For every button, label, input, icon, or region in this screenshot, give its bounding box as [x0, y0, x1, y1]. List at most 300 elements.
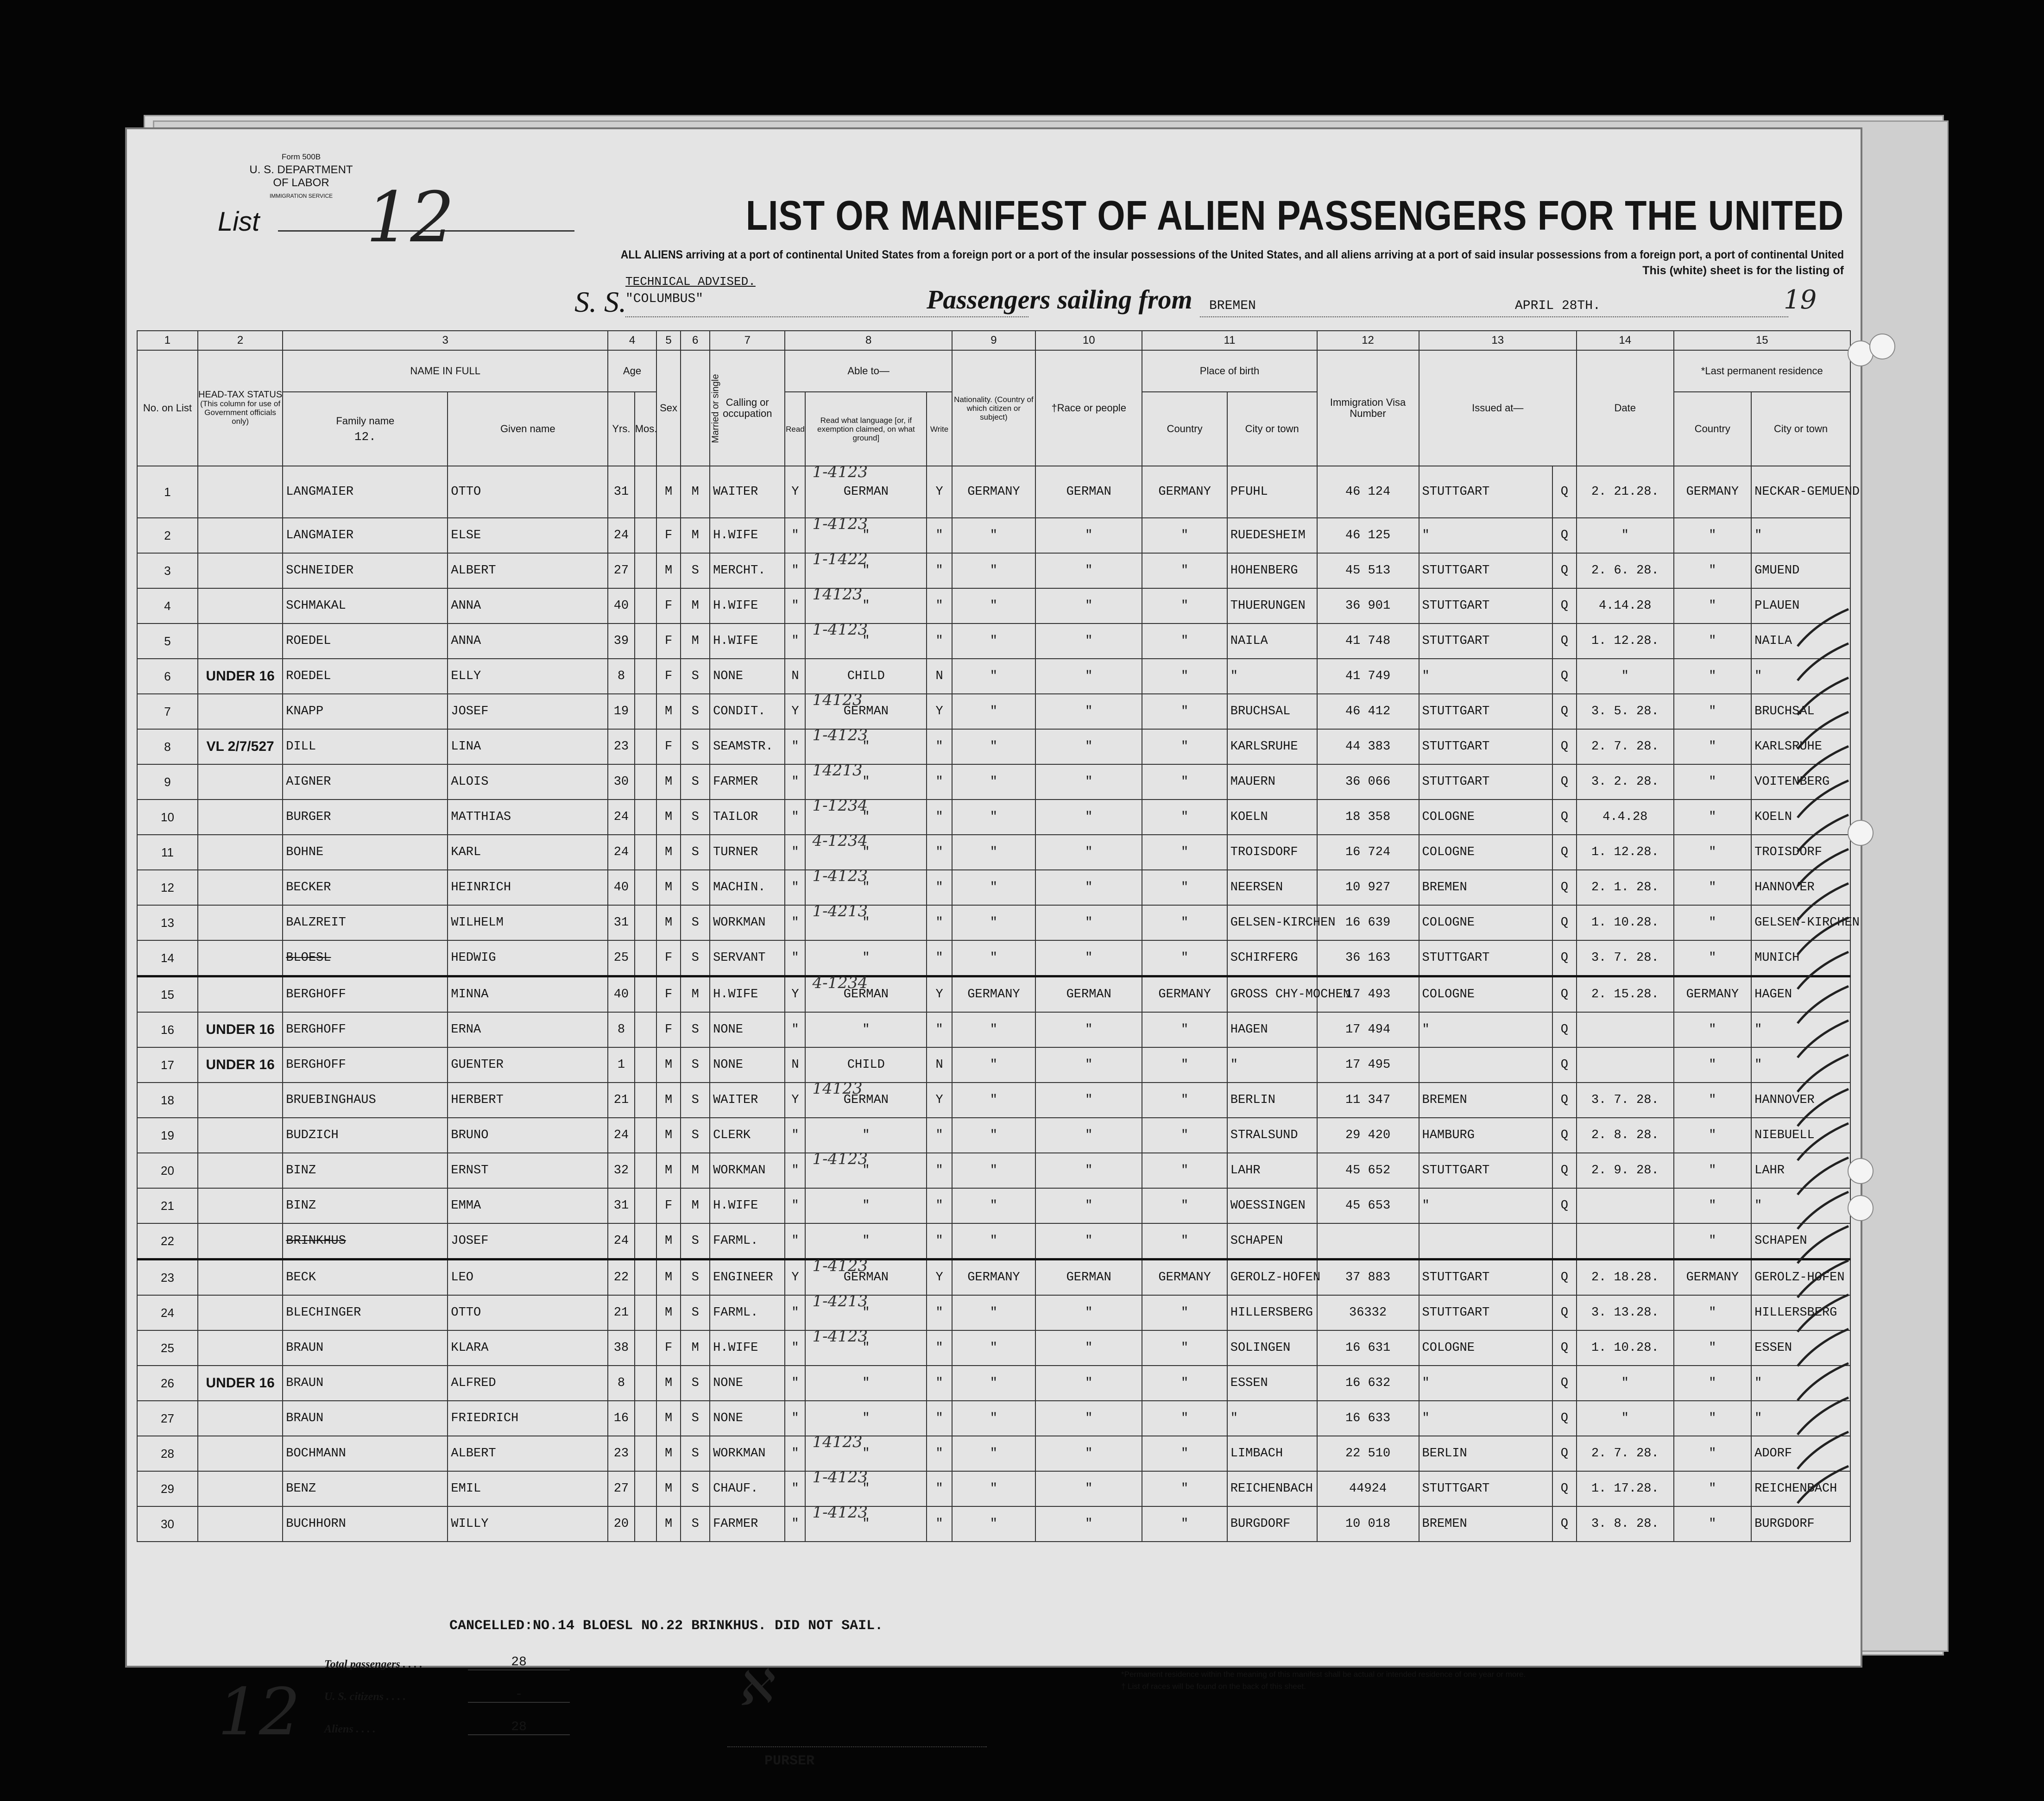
col-number: 12 — [1317, 331, 1419, 350]
head-tax-status — [198, 870, 283, 905]
nationality: " — [952, 905, 1035, 940]
birth-city: KOELN — [1227, 800, 1317, 835]
table-row — [137, 764, 1850, 800]
birth-city: GELSEN-KIRCHEN — [1227, 905, 1317, 940]
can-write: " — [927, 940, 952, 976]
given-name: EMIL — [448, 1471, 608, 1506]
sailing-underline — [1200, 316, 1788, 317]
residence-city: TROISDORF — [1751, 835, 1850, 870]
quota-mark: Q — [1552, 905, 1577, 940]
occupation: MERCHT. — [710, 553, 785, 588]
birth-country: GERMANY — [1142, 1259, 1227, 1296]
age-months — [635, 800, 656, 835]
table-row — [137, 694, 1850, 729]
sex: M — [656, 694, 681, 729]
sex: M — [656, 1153, 681, 1188]
birth-city: LAHR — [1227, 1153, 1317, 1188]
check-mark — [1798, 1432, 1848, 1469]
check-mark — [1798, 918, 1848, 955]
residence-city: VOITENBERG — [1751, 764, 1850, 800]
check-mark — [1798, 643, 1848, 680]
residence-country: " — [1674, 835, 1752, 870]
age-months — [635, 976, 656, 1013]
row-number: 28 — [137, 1436, 198, 1471]
visa-number: 11 347 — [1317, 1083, 1419, 1118]
read-language: " — [805, 1012, 927, 1047]
handwritten-note: 1-1234 — [812, 796, 868, 815]
birth-country: " — [1142, 1118, 1227, 1153]
residence-country: GERMANY — [1674, 976, 1752, 1013]
table-row — [137, 1118, 1850, 1153]
read-language: GERMAN 1-4123 — [805, 466, 927, 518]
family-name: BERGHOFF — [283, 976, 448, 1013]
marital-status: S — [681, 659, 710, 694]
aliens-value: 28 — [468, 1720, 570, 1735]
table-row — [137, 1436, 1850, 1471]
visa-date: 4.4.28 — [1577, 800, 1674, 835]
table-row — [137, 659, 1850, 694]
head-tax-status — [198, 1506, 283, 1542]
read-language: " — [805, 940, 927, 976]
birth-country: " — [1142, 905, 1227, 940]
nationality: " — [952, 1330, 1035, 1366]
passenger-rows — [137, 463, 1860, 1542]
birth-city: BURGDORF — [1227, 1506, 1317, 1542]
head-tax-status — [198, 764, 283, 800]
birth-city: MAUERN — [1227, 764, 1317, 800]
sex: M — [656, 764, 681, 800]
residence-country: " — [1674, 1295, 1752, 1330]
family-name: BRUEBINGHAUS — [283, 1083, 448, 1118]
birth-country: " — [1142, 764, 1227, 800]
marital-status: S — [681, 694, 710, 729]
marital-status: S — [681, 1047, 710, 1083]
header-read-language: Read what language [or, if exemption claimed, on what ground] — [805, 392, 927, 466]
read-language: " 14123 — [805, 588, 927, 623]
visa-number: 45 652 — [1317, 1153, 1419, 1188]
footnote-residence: *Permanent residence within the meaning of this manifest shall be actual or intended residence of one year or more. — [1121, 1670, 1526, 1679]
check-mark — [1798, 849, 1848, 886]
age-years: 31 — [608, 466, 635, 518]
residence-city: ADORF — [1751, 1436, 1850, 1471]
col-number: 10 — [1035, 331, 1142, 350]
head-tax-status — [198, 1188, 283, 1223]
family-name: BLOESL — [283, 940, 448, 976]
can-read: " — [785, 1401, 805, 1436]
residence-city: " — [1751, 1012, 1850, 1047]
nationality: " — [952, 1401, 1035, 1436]
sex: M — [656, 800, 681, 835]
residence-city: MUNICH — [1751, 940, 1850, 976]
sex: M — [656, 553, 681, 588]
birth-city: WOESSINGEN — [1227, 1188, 1317, 1223]
nationality: " — [952, 1012, 1035, 1047]
quota-mark: Q — [1552, 1330, 1577, 1366]
head-tax-status — [198, 1083, 283, 1118]
given-name: FRIEDRICH — [448, 1401, 608, 1436]
given-name: HEINRICH — [448, 870, 608, 905]
can-write: " — [927, 1118, 952, 1153]
marital-status: S — [681, 905, 710, 940]
issued-at: BREMEN — [1419, 870, 1552, 905]
race: " — [1035, 1366, 1142, 1401]
quota-mark: Q — [1552, 1401, 1577, 1436]
age-months — [635, 1047, 656, 1083]
issued-at: COLOGNE — [1419, 905, 1552, 940]
header-married — [681, 350, 721, 466]
visa-date: 2. 7. 28. — [1577, 1436, 1674, 1471]
birth-city: GROSS CHY-MOCHEN — [1227, 976, 1317, 1013]
sex: M — [656, 1366, 681, 1401]
table-row — [137, 1471, 1850, 1506]
occupation: SERVANT — [710, 940, 785, 976]
age-years: 27 — [608, 1471, 635, 1506]
given-name: ELLY — [448, 659, 608, 694]
family-name: BURGER — [283, 800, 448, 835]
given-name: ERNA — [448, 1012, 608, 1047]
visa-date: 1. 10.28. — [1577, 1330, 1674, 1366]
residence-city: LAHR — [1751, 1153, 1850, 1188]
head-tax-title: HEAD-TAX STATUS — [198, 390, 283, 400]
residence-country: " — [1674, 1436, 1752, 1471]
race: " — [1035, 940, 1142, 976]
age-months — [635, 1223, 656, 1259]
given-name: OTTO — [448, 466, 608, 518]
race: " — [1035, 553, 1142, 588]
residence-country: " — [1674, 588, 1752, 623]
residence-city: " — [1751, 1366, 1850, 1401]
visa-number: 17 494 — [1317, 1012, 1419, 1047]
nationality: " — [952, 1083, 1035, 1118]
age-years: 38 — [608, 1330, 635, 1366]
read-language: GERMAN 4-1234 — [805, 976, 927, 1013]
age-years: 21 — [608, 1083, 635, 1118]
nationality: " — [952, 1506, 1035, 1542]
marital-status: M — [681, 1153, 710, 1188]
list-number: 12 — [366, 177, 454, 258]
check-mark — [1798, 712, 1848, 749]
quota-mark: Q — [1552, 729, 1577, 764]
issued-at: STUTTGART — [1419, 466, 1552, 518]
table-row — [137, 835, 1850, 870]
head-tax-status — [198, 1223, 283, 1259]
marital-status: S — [681, 1436, 710, 1471]
occupation: ENGINEER — [710, 1259, 785, 1296]
read-language: " — [805, 1188, 927, 1223]
read-language: GERMAN 14123 — [805, 694, 927, 729]
marital-status: M — [681, 976, 710, 1013]
given-name: ALOIS — [448, 764, 608, 800]
head-tax-status — [198, 1118, 283, 1153]
col-number: 8 — [785, 331, 952, 350]
issued-at: " — [1419, 518, 1552, 553]
nationality: GERMANY — [952, 976, 1035, 1013]
marital-status: S — [681, 1401, 710, 1436]
visa-number: 16 632 — [1317, 1366, 1419, 1401]
occupation: H.WIFE — [710, 518, 785, 553]
sailing-date: APRIL 28TH. — [1515, 299, 1601, 313]
handwritten-note: 1-4213 — [812, 902, 868, 920]
given-name: JOSEF — [448, 1223, 608, 1259]
age-months — [635, 1083, 656, 1118]
given-name: ALBERT — [448, 1436, 608, 1471]
birth-city: GEROLZ-HOFEN — [1227, 1259, 1317, 1296]
age-months — [635, 870, 656, 905]
sex: M — [656, 466, 681, 518]
marital-status: M — [681, 623, 710, 659]
occupation: WAITER — [710, 466, 785, 518]
row-number: 1 — [137, 466, 198, 518]
marital-status: S — [681, 764, 710, 800]
birth-city: SOLINGEN — [1227, 1330, 1317, 1366]
read-language: " — [805, 1223, 927, 1259]
residence-city: NECKAR-GEMUEND — [1751, 466, 1850, 518]
occupation: H.WIFE — [710, 1188, 785, 1223]
header-family-name — [283, 392, 448, 466]
residence-country: " — [1674, 553, 1752, 588]
marital-status: S — [681, 870, 710, 905]
can-write: Y — [927, 1083, 952, 1118]
us-citizens-label: U. S. citizens . . . . — [324, 1691, 406, 1703]
birth-city: LIMBACH — [1227, 1436, 1317, 1471]
read-language: CHILD — [805, 659, 927, 694]
col-number: 4 — [608, 331, 656, 350]
marital-status: S — [681, 835, 710, 870]
marital-status: M — [681, 518, 710, 553]
occupation: NONE — [710, 1012, 785, 1047]
residence-city: PLAUEN — [1751, 588, 1850, 623]
given-name: ANNA — [448, 588, 608, 623]
family-name: SCHNEIDER — [283, 553, 448, 588]
visa-date: 2. 18.28. — [1577, 1259, 1674, 1296]
race: GERMAN — [1035, 466, 1142, 518]
race: " — [1035, 1083, 1142, 1118]
married-label: Married or single — [710, 374, 721, 443]
quota-mark: Q — [1552, 623, 1577, 659]
table-row — [137, 1223, 1850, 1259]
check-mark — [1798, 1329, 1848, 1366]
birth-country: " — [1142, 1436, 1227, 1471]
visa-number: 16 631 — [1317, 1330, 1419, 1366]
can-read: " — [785, 1188, 805, 1223]
ship-note: TECHNICAL ADVISED. — [625, 275, 756, 289]
check-mark — [1798, 1123, 1848, 1160]
header-yrs: Yrs. — [608, 392, 635, 466]
occupation: H.WIFE — [710, 588, 785, 623]
visa-date: 2. 8. 28. — [1577, 1118, 1674, 1153]
row-number: 8 — [137, 729, 198, 764]
race: GERMAN — [1035, 1259, 1142, 1296]
birth-country: " — [1142, 588, 1227, 623]
marital-status: S — [681, 1295, 710, 1330]
issued-at: STUTTGART — [1419, 588, 1552, 623]
header-no-on-list: No. on List — [137, 350, 198, 466]
marital-status: S — [681, 1083, 710, 1118]
quota-mark — [1552, 1223, 1577, 1259]
handwritten-note: 1-4123 — [812, 1468, 868, 1486]
visa-date: 3. 7. 28. — [1577, 1083, 1674, 1118]
visa-date: 3. 5. 28. — [1577, 694, 1674, 729]
handwritten-note: 1-4123 — [812, 620, 868, 639]
issued-at: STUTTGART — [1419, 1471, 1552, 1506]
residence-country: " — [1674, 1506, 1752, 1542]
read-language: " 1-4123 — [805, 1330, 927, 1366]
can-write: " — [927, 1153, 952, 1188]
inspector-check-marks — [1788, 614, 1862, 1540]
handwritten-note: 14123 — [812, 585, 863, 604]
header-place-of-birth: Place of birth — [1142, 350, 1317, 392]
race: " — [1035, 800, 1142, 835]
row-number: 13 — [137, 905, 198, 940]
table-row — [137, 905, 1850, 940]
read-language: " 1-4123 — [805, 1471, 927, 1506]
can-write: " — [927, 835, 952, 870]
age-months — [635, 553, 656, 588]
nationality: " — [952, 940, 1035, 976]
age-years: 32 — [608, 1153, 635, 1188]
header-race: †Race or people — [1035, 350, 1142, 466]
birth-country: " — [1142, 835, 1227, 870]
age-months — [635, 1330, 656, 1366]
footnote-races: † List of races will be found on the back of this sheet. — [1121, 1682, 1306, 1691]
residence-country: " — [1674, 870, 1752, 905]
row-number: 12 — [137, 870, 198, 905]
subtitle-line-1: ALL ALIENS arriving at a port of continental United States from a foreign port or a port of the insular possessions of the United States, and all aliens arriving at a port of said insular possessions from a foreign port, a port of continental United — [620, 248, 1844, 261]
visa-number: 36 163 — [1317, 940, 1419, 976]
read-language: " — [805, 1401, 927, 1436]
marital-status: S — [681, 1259, 710, 1296]
header-given-name: Given name — [448, 392, 608, 466]
visa-number: 36 901 — [1317, 588, 1419, 623]
head-tax-status — [198, 940, 283, 976]
can-read: " — [785, 518, 805, 553]
residence-city: " — [1751, 659, 1850, 694]
punch-hole — [1848, 1195, 1874, 1221]
nationality: " — [952, 800, 1035, 835]
visa-number: 44924 — [1317, 1471, 1419, 1506]
issued-at: COLOGNE — [1419, 800, 1552, 835]
occupation: NONE — [710, 1401, 785, 1436]
age-months — [635, 623, 656, 659]
header-date: Date — [1577, 350, 1674, 466]
handwritten-note: 14213 — [812, 761, 863, 780]
age-months — [635, 588, 656, 623]
handwritten-note: 1-4123 — [812, 1327, 868, 1346]
family-name: BINZ — [283, 1188, 448, 1223]
visa-date: 2. 21.28. — [1577, 466, 1674, 518]
age-years: 1 — [608, 1047, 635, 1083]
birth-country: " — [1142, 1330, 1227, 1366]
residence-country: " — [1674, 518, 1752, 553]
nationality: " — [952, 1471, 1035, 1506]
residence-country: GERMANY — [1674, 1259, 1752, 1296]
residence-country: " — [1674, 1083, 1752, 1118]
residence-country: " — [1674, 1047, 1752, 1083]
table-row — [137, 729, 1850, 764]
birth-city: RUEDESHEIM — [1227, 518, 1317, 553]
can-read: Y — [785, 466, 805, 518]
can-read: " — [785, 940, 805, 976]
occupation: CLERK — [710, 1118, 785, 1153]
header-issued-at: Issued at— — [1419, 350, 1577, 466]
form-id — [241, 151, 361, 202]
residence-country: " — [1674, 800, 1752, 835]
family-name-value: 12. — [354, 430, 376, 444]
given-name: HEDWIG — [448, 940, 608, 976]
age-months — [635, 1118, 656, 1153]
given-name: BRUNO — [448, 1118, 608, 1153]
family-name: BRAUN — [283, 1366, 448, 1401]
quota-mark: Q — [1552, 1506, 1577, 1542]
visa-date — [1577, 1188, 1674, 1223]
age-years: 8 — [608, 1366, 635, 1401]
table-row — [137, 800, 1850, 835]
given-name: LINA — [448, 729, 608, 764]
visa-number: 17 495 — [1317, 1047, 1419, 1083]
residence-city: ESSEN — [1751, 1330, 1850, 1366]
visa-date: " — [1577, 659, 1674, 694]
family-name: BOHNE — [283, 835, 448, 870]
can-write: " — [927, 764, 952, 800]
visa-date — [1577, 1047, 1674, 1083]
head-tax-status — [198, 518, 283, 553]
col-number: 9 — [952, 331, 1035, 350]
can-read: N — [785, 659, 805, 694]
residence-city: NIEBUELL — [1751, 1118, 1850, 1153]
occupation: WORKMAN — [710, 1153, 785, 1188]
table-row — [137, 1188, 1850, 1223]
family-name: BINZ — [283, 1153, 448, 1188]
issued-at: STUTTGART — [1419, 729, 1552, 764]
visa-date: 1. 12.28. — [1577, 623, 1674, 659]
race: " — [1035, 1153, 1142, 1188]
check-mark — [1798, 1466, 1848, 1503]
given-name: ANNA — [448, 623, 608, 659]
issued-at: STUTTGART — [1419, 1259, 1552, 1296]
race: " — [1035, 764, 1142, 800]
residence-country: " — [1674, 1223, 1752, 1259]
quota-mark: Q — [1552, 1188, 1577, 1223]
visa-number: 16 724 — [1317, 835, 1419, 870]
nationality: " — [952, 1366, 1035, 1401]
birth-city: NAILA — [1227, 623, 1317, 659]
visa-date: 1. 12.28. — [1577, 835, 1674, 870]
occupation: TURNER — [710, 835, 785, 870]
quota-mark: Q — [1552, 553, 1577, 588]
quota-mark: Q — [1552, 1118, 1577, 1153]
quota-mark: Q — [1552, 870, 1577, 905]
age-months — [635, 1259, 656, 1296]
purser-underline — [727, 1746, 987, 1747]
residence-city: " — [1751, 1401, 1850, 1436]
marital-status: M — [681, 466, 710, 518]
handwritten-note: 1-4123 — [812, 515, 868, 533]
header-birth-city: City or town — [1227, 392, 1317, 466]
given-name: HERBERT — [448, 1083, 608, 1118]
can-write: " — [927, 1223, 952, 1259]
port-of-departure: BREMEN — [1209, 299, 1256, 313]
occupation: NONE — [710, 1047, 785, 1083]
col-number: 6 — [681, 331, 710, 350]
table-row — [137, 623, 1850, 659]
read-language: " — [805, 1118, 927, 1153]
can-read: " — [785, 729, 805, 764]
page-title: LIST OR MANIFEST OF ALIEN PASSENGERS FOR THE UNITED — [745, 193, 1844, 239]
sex: M — [656, 1506, 681, 1542]
occupation: NONE — [710, 659, 785, 694]
birth-country: " — [1142, 800, 1227, 835]
quota-mark: Q — [1552, 1153, 1577, 1188]
